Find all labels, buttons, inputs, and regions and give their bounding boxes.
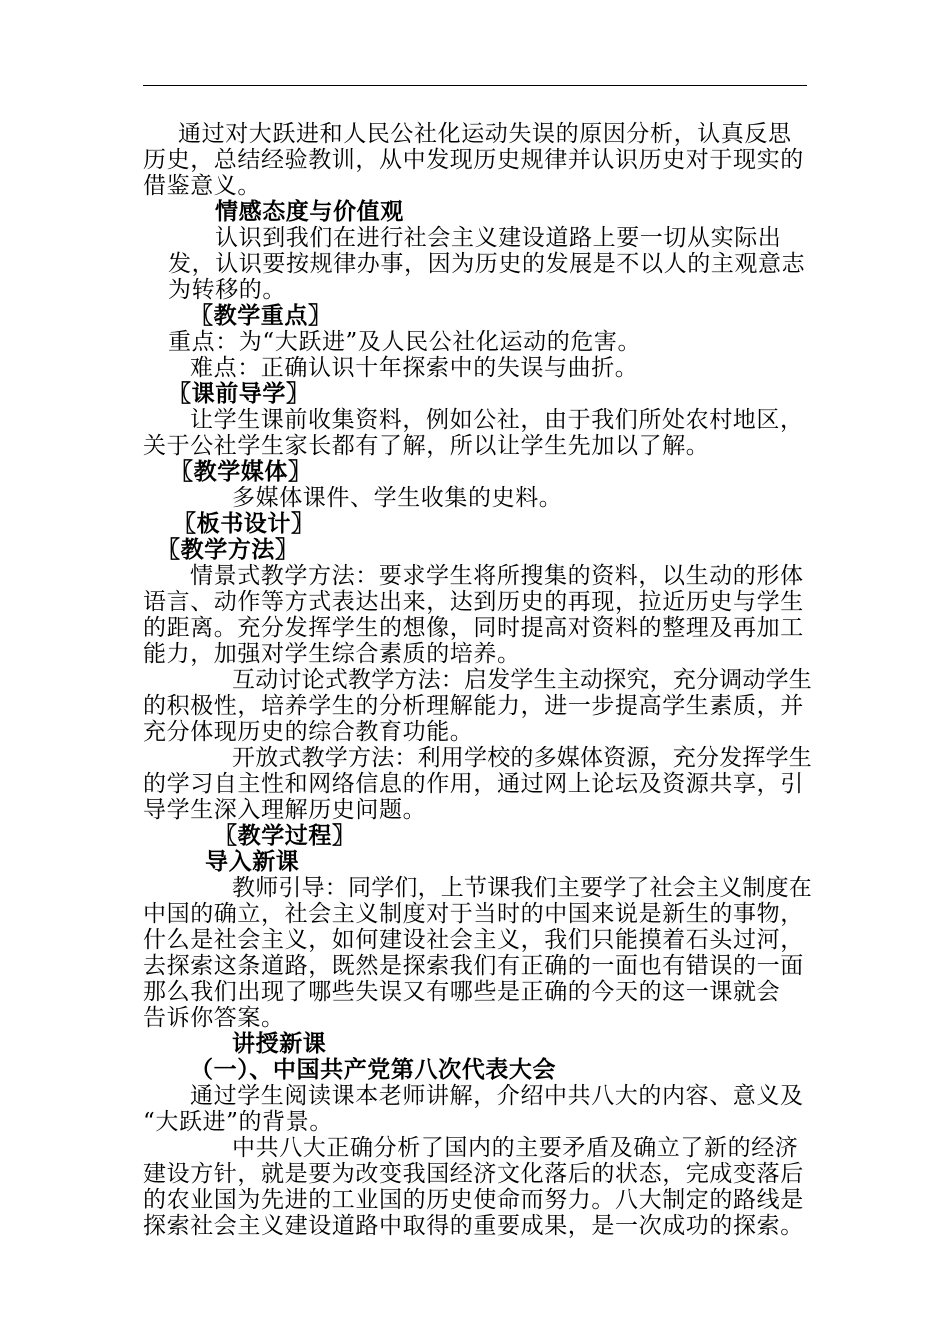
- text-line: 告诉你答案。: [143, 1005, 285, 1031]
- subsection-heading: 讲授新课: [232, 1030, 327, 1057]
- section-heading: 〖教学方法〗: [157, 536, 299, 563]
- text-line: 为转移的。: [168, 277, 286, 303]
- text-line: 什么是社会主义，如何建设社会主义，我们只能摸着石头过河，: [143, 927, 804, 953]
- text-line: 多媒体课件、学生收集的史料。: [232, 485, 563, 511]
- section-heading: 〖教学过程〗: [214, 822, 356, 849]
- text-line: 的学习自主性和网络信息的作用，通过网上论坛及资源共享，引: [143, 771, 804, 797]
- text-line: 导学生深入理解历史问题。: [143, 797, 427, 823]
- section-heading: 〖板书设计〗: [173, 510, 315, 537]
- text-line: 情景式教学方法：要求学生将所搜集的资料，以生动的形体: [190, 563, 804, 589]
- section-heading: 情感态度与价值观: [215, 198, 404, 225]
- section-heading: 〖课前导学〗: [168, 380, 310, 407]
- text-line: 通过学生阅读课本老师讲解，介绍中共八大的内容、意义及: [190, 1083, 804, 1109]
- text-line: 中共八大正确分析了国内的主要矛盾及确立了新的经济: [232, 1135, 799, 1161]
- text-line: 教师引导：同学们，上节课我们主要学了社会主义制度在: [232, 875, 812, 901]
- text-line: 关于公社学生家长都有了解，所以让学生先加以了解。: [143, 433, 710, 459]
- text-line: 发，认识要按规律办事，因为历史的发展是不以人的主观意志: [168, 251, 806, 277]
- text-line: 历史，总结经验教训，从中发现历史规律并认识历史对于现实的: [143, 147, 804, 173]
- text-line: 让学生课前收集资料，例如公社，由于我们所处农村地区，: [190, 407, 804, 433]
- difficulty-line: 难点：正确认识十年探索中的失误与曲折。: [190, 355, 639, 381]
- text-line: 去探索这条道路，既然是探索我们有正确的一面也有错误的一面: [143, 953, 804, 979]
- text-line: 的积极性，培养学生的分析理解能力，进一步提高学生素质，并: [143, 693, 804, 719]
- text-line: 充分体现历史的综合教育功能。: [143, 719, 474, 745]
- text-line: 的农业国为先进的工业国的历史使命而努力。八大制定的路线是: [143, 1187, 804, 1213]
- text-line: 认识到我们在进行社会主义建设道路上要一切从实际出: [215, 225, 782, 251]
- text-line: 的距离。充分发挥学生的想像，同时提高对资料的整理及再加工: [143, 615, 804, 641]
- text-line: 借鉴意义。: [143, 173, 261, 199]
- text-line: “大跃进”的背景。: [143, 1109, 333, 1135]
- text-line: 通过对大跃进和人民公社化运动失误的原因分析，认真反思: [178, 121, 792, 147]
- text-line: 那么我们出现了哪些失误又有哪些是正确的今天的这一课就会: [143, 979, 781, 1005]
- text-line: 互动讨论式教学方法：启发学生主动探究，充分调动学生: [232, 667, 812, 693]
- text-line: 探索社会主义建设道路中取得的重要成果，是一次成功的探索。: [143, 1213, 804, 1239]
- key-point-line: 重点：为“大跃进”及人民公社化运动的危害。: [168, 329, 642, 355]
- text-line: 语言、动作等方式表达出来，达到历史的再现，拉近历史与学生: [143, 589, 804, 615]
- header-rule: [143, 85, 807, 86]
- text-line: 能力，加强对学生综合素质的培养。: [143, 641, 521, 667]
- subsection-heading: 导入新课: [205, 848, 300, 875]
- section-heading: 〖教学重点〗: [190, 302, 332, 329]
- text-line: 中国的确立，社会主义制度对于当时的中国来说是新生的事物，: [143, 901, 804, 927]
- text-line: 建设方针，就是要为改变我国经济文化落后的状态，完成变落后: [143, 1161, 804, 1187]
- subsection-heading: （一）、中国共产党第八次代表大会: [190, 1056, 557, 1083]
- text-line: 开放式教学方法：利用学校的多媒体资源，充分发挥学生: [232, 745, 812, 771]
- section-heading: 〖教学媒体〗: [170, 458, 312, 485]
